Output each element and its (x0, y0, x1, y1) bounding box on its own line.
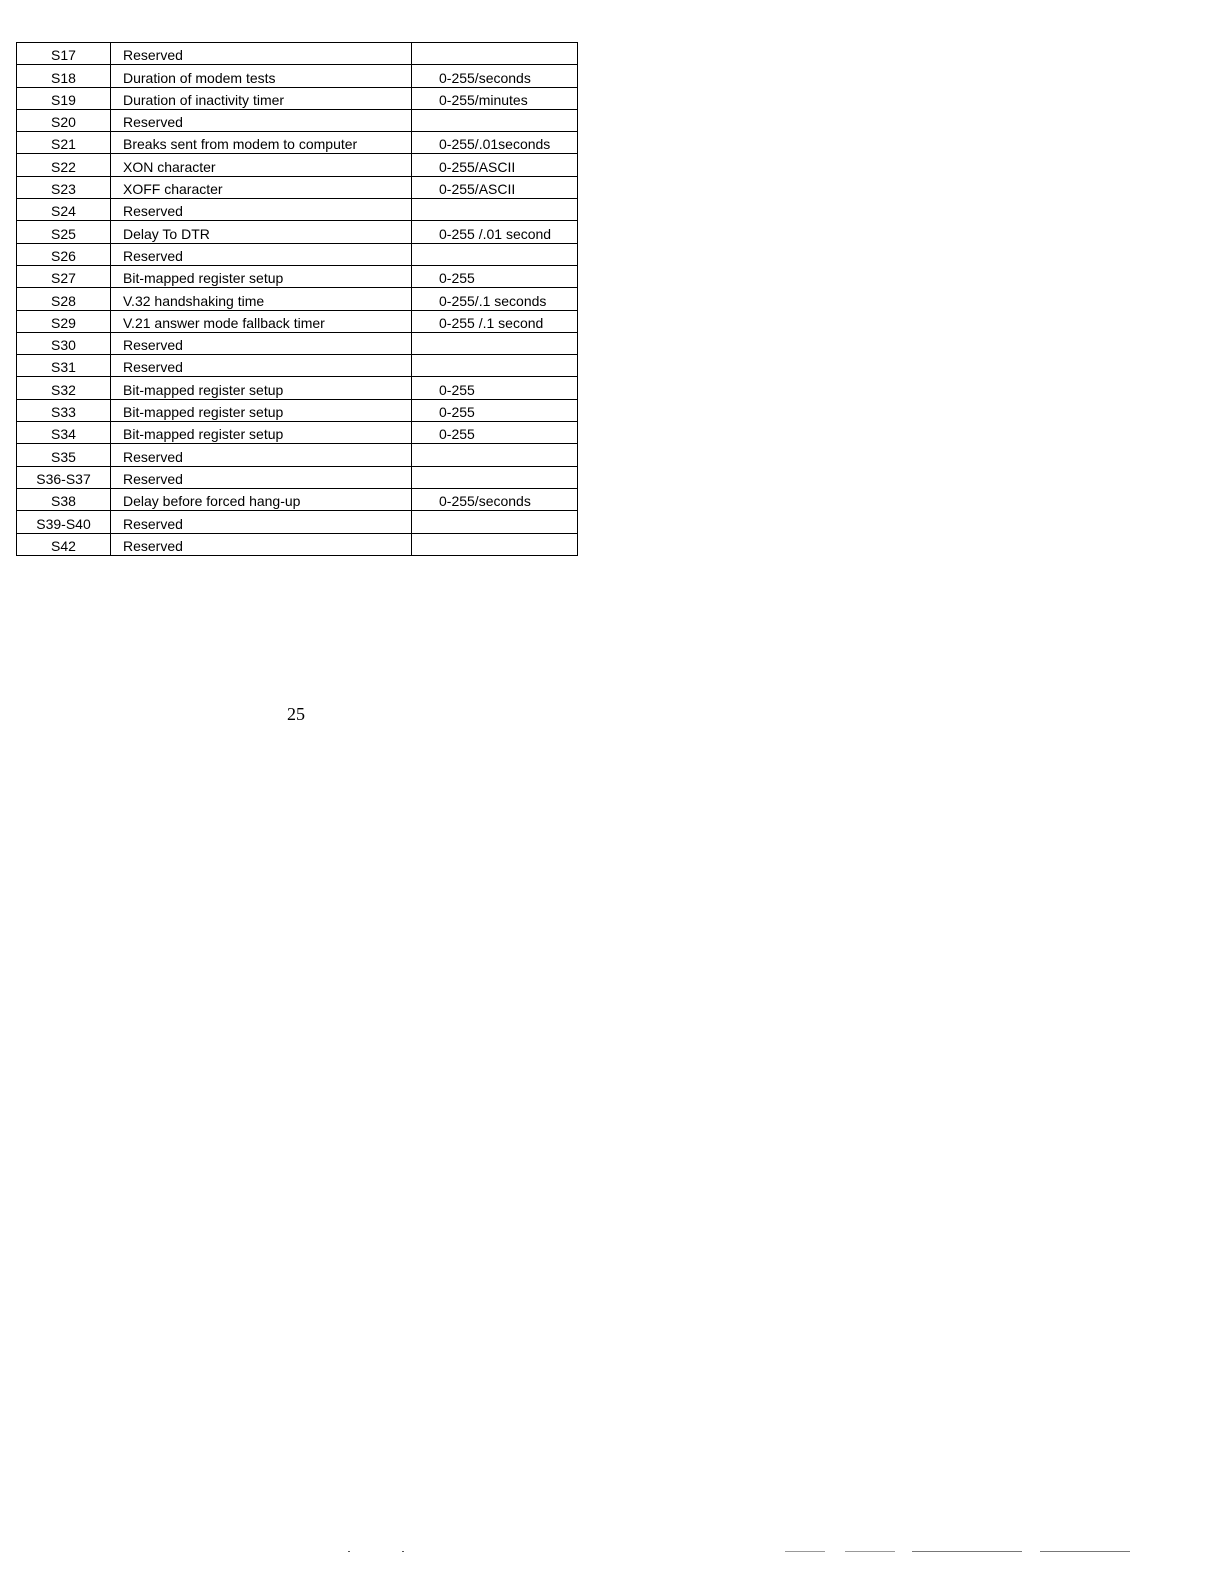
register-cell: S27 (17, 265, 111, 287)
description-cell: XON character (111, 154, 412, 176)
register-cell: S33 (17, 399, 111, 421)
table-row (17, 199, 578, 221)
description-cell: Reserved (111, 444, 412, 466)
page-number: 25 (287, 704, 305, 724)
table-row (17, 310, 578, 332)
range-cell (412, 355, 578, 377)
range-cell: 0-255/.01seconds (412, 132, 578, 154)
table-row (17, 511, 578, 533)
range-cell (412, 332, 578, 354)
table-row (17, 422, 578, 444)
description-cell: Reserved (111, 43, 412, 65)
register-cell: S31 (17, 355, 111, 377)
range-cell: 0-255/seconds (412, 488, 578, 510)
description-cell: Delay before forced hang-up (111, 488, 412, 510)
register-cell: S35 (17, 444, 111, 466)
description-cell: Bit-mapped register setup (111, 422, 412, 444)
description-cell: Reserved (111, 109, 412, 131)
range-cell: 0-255 (412, 422, 578, 444)
scan-artifact (845, 1551, 895, 1552)
table-row (17, 43, 578, 65)
register-cell: S30 (17, 332, 111, 354)
table-row (17, 444, 578, 466)
description-cell: Reserved (111, 243, 412, 265)
description-cell: Bit-mapped register setup (111, 399, 412, 421)
register-cell: S36-S37 (17, 466, 111, 488)
register-cell: S42 (17, 533, 111, 555)
s-register-table (16, 42, 578, 556)
description-cell: Duration of inactivity timer (111, 87, 412, 109)
description-cell: Duration of modem tests (111, 65, 412, 87)
table-row (17, 221, 578, 243)
range-cell (412, 444, 578, 466)
table-row (17, 332, 578, 354)
register-cell: S28 (17, 288, 111, 310)
register-cell: S26 (17, 243, 111, 265)
table-row (17, 154, 578, 176)
register-cell: S19 (17, 87, 111, 109)
description-cell: Reserved (111, 332, 412, 354)
description-cell: Delay To DTR (111, 221, 412, 243)
range-cell: 0-255/.1 seconds (412, 288, 578, 310)
table-row (17, 488, 578, 510)
range-cell (412, 243, 578, 265)
table-row (17, 355, 578, 377)
register-cell: S22 (17, 154, 111, 176)
description-cell: Reserved (111, 199, 412, 221)
description-cell: Breaks sent from modem to computer (111, 132, 412, 154)
range-cell (412, 199, 578, 221)
register-cell: S25 (17, 221, 111, 243)
register-cell: S20 (17, 109, 111, 131)
register-cell: S34 (17, 422, 111, 444)
s-register-table-body (17, 43, 578, 556)
register-cell: S38 (17, 488, 111, 510)
table-row (17, 65, 578, 87)
table-row (17, 288, 578, 310)
register-cell: S32 (17, 377, 111, 399)
register-cell: S17 (17, 43, 111, 65)
table-row (17, 399, 578, 421)
table-row (17, 176, 578, 198)
range-cell: 0-255 (412, 265, 578, 287)
table-row (17, 109, 578, 131)
range-cell (412, 43, 578, 65)
register-cell: S24 (17, 199, 111, 221)
scan-artifact (912, 1551, 1022, 1552)
range-cell: 0-255/minutes (412, 87, 578, 109)
register-cell: S23 (17, 176, 111, 198)
table-row (17, 243, 578, 265)
description-cell: V.32 handshaking time (111, 288, 412, 310)
range-cell: 0-255/ASCII (412, 154, 578, 176)
description-cell: V.21 answer mode fallback timer (111, 310, 412, 332)
register-cell: S39-S40 (17, 511, 111, 533)
description-cell: Reserved (111, 466, 412, 488)
table-row (17, 132, 578, 154)
description-cell: Bit-mapped register setup (111, 377, 412, 399)
scan-artifact (785, 1551, 825, 1552)
table-row (17, 377, 578, 399)
register-cell: S21 (17, 132, 111, 154)
range-cell: 0-255 (412, 399, 578, 421)
range-cell: 0-255 /.1 second (412, 310, 578, 332)
register-cell: S29 (17, 310, 111, 332)
table-row (17, 466, 578, 488)
description-cell: Bit-mapped register setup (111, 265, 412, 287)
description-cell: Reserved (111, 511, 412, 533)
range-cell: 0-255/ASCII (412, 176, 578, 198)
description-cell: Reserved (111, 355, 412, 377)
scan-artifact (1040, 1551, 1130, 1552)
range-cell: 0-255/seconds (412, 65, 578, 87)
register-cell: S18 (17, 65, 111, 87)
range-cell: 0-255 /.01 second (412, 221, 578, 243)
description-cell: XOFF character (111, 176, 412, 198)
range-cell (412, 466, 578, 488)
table-row (17, 265, 578, 287)
table-row (17, 87, 578, 109)
scan-artifact (402, 1551, 404, 1552)
range-cell: 0-255 (412, 377, 578, 399)
range-cell (412, 109, 578, 131)
description-cell: Reserved (111, 533, 412, 555)
table-row (17, 533, 578, 555)
scan-artifact (348, 1551, 350, 1552)
range-cell (412, 511, 578, 533)
range-cell (412, 533, 578, 555)
